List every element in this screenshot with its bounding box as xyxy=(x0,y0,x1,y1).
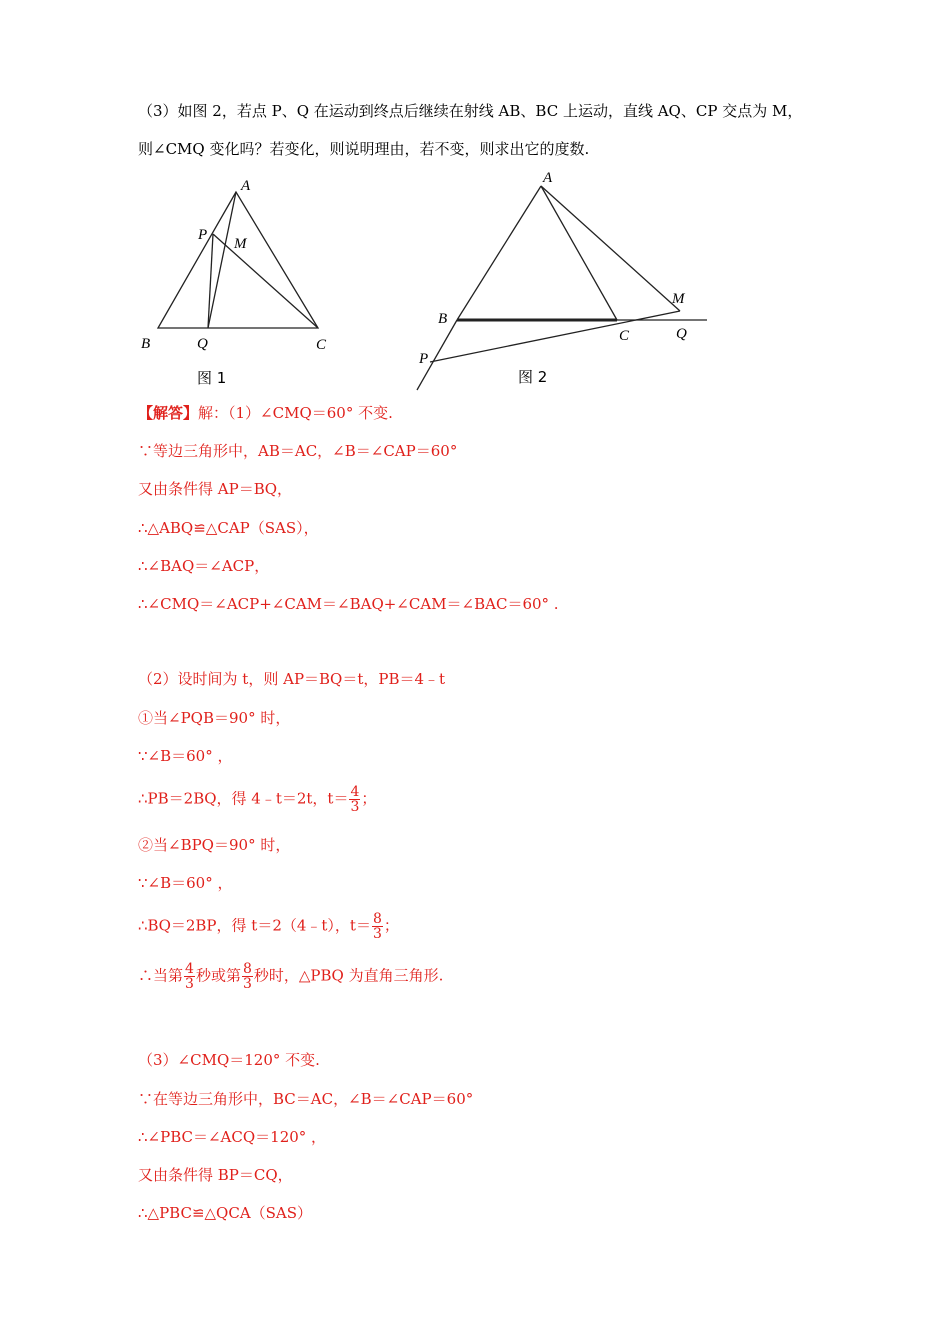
fig1-triangle-abc xyxy=(158,192,318,328)
part2-line-6: ∵∠B＝60° ， xyxy=(138,874,233,892)
fig1-label-m: M xyxy=(234,236,247,252)
fig2-label-p: P xyxy=(419,351,429,367)
part3-line-3: ∴∠PBC＝∠ACQ＝120° ， xyxy=(138,1128,327,1146)
fig2-caption: 图 2 xyxy=(518,368,548,386)
answer-line-5: ∴∠BAQ＝∠ACP， xyxy=(138,557,270,575)
part2-line-2: ①当∠PQB＝90° 时， xyxy=(138,709,291,727)
fig1-label-a: A xyxy=(241,178,251,194)
fraction-numerator: 8 xyxy=(242,961,252,977)
part2-line-8-c: 秒时，△PBQ 为直角三角形. xyxy=(253,966,444,985)
part2-line-7 xyxy=(138,912,399,941)
fig1-label-c: C xyxy=(316,337,327,353)
fig1-label-q: Q xyxy=(197,336,208,352)
part2-line-4-end: ； xyxy=(361,789,377,808)
fig2-label-a: A xyxy=(543,170,553,186)
figure-2 xyxy=(417,186,707,390)
answer-line-3: 又由条件得 AP＝BQ， xyxy=(138,480,293,498)
fig2-label-m: M xyxy=(672,291,685,307)
part3-line-2: ∵在等边三角形中，BC＝AC，∠B＝∠CAP＝60° xyxy=(138,1090,474,1108)
part3-line-1: （3）∠CMQ＝120° 不变. xyxy=(138,1051,320,1069)
fraction-eight-thirds xyxy=(372,912,383,941)
answer-line-2: ∵等边三角形中，AB＝AC，∠B＝∠CAP＝60° xyxy=(138,442,458,460)
fraction-denominator: 3 xyxy=(242,976,252,992)
fig1-label-b: B xyxy=(141,336,151,352)
fig1-caption: 图 1 xyxy=(197,369,227,387)
fraction-numerator: 4 xyxy=(185,961,194,977)
answer-line-6: ∴∠CMQ＝∠ACP+∠CAM＝∠BAQ+∠CAM＝∠BAC＝60° . xyxy=(138,595,559,613)
part3-line-4: 又由条件得 BP＝CQ， xyxy=(138,1166,293,1184)
answer-heading: 【解答】 xyxy=(138,404,199,422)
fraction-denominator: 3 xyxy=(350,799,360,815)
part2-line-1: （2）设时间为 t，则 AP＝BQ＝t，PB＝4﹣t xyxy=(138,670,446,688)
fraction-numerator: 8 xyxy=(372,911,382,927)
fraction-eight-thirds xyxy=(242,962,253,991)
fraction-four-thirds xyxy=(349,785,360,814)
part2-line-4-text: ∴PB＝2BQ，得 4﹣t＝2t，t＝ xyxy=(138,789,349,808)
fig2-label-c: C xyxy=(619,328,630,344)
part3-line-5: ∴△PBC≌△QCA（SAS） xyxy=(138,1204,313,1222)
part2-line-8-a: ∴当第 xyxy=(138,966,184,985)
fraction-denominator: 3 xyxy=(185,976,194,992)
fraction-four-thirds xyxy=(184,962,195,991)
answer-part1-title: 解：（1）∠CMQ＝60° 不变. xyxy=(198,404,393,422)
part2-line-4 xyxy=(138,785,376,814)
fig2-line-ac xyxy=(541,186,617,320)
question-line-1: （3）如图 2，若点 P、Q 在运动到终点后继续在射线 AB、BC 上运动，直线 AQ、CP 交点为 M， xyxy=(138,102,803,120)
fig2-line-am xyxy=(541,186,680,311)
answer-line-1 xyxy=(138,402,393,424)
fig2-label-q: Q xyxy=(676,326,687,342)
part2-line-8 xyxy=(138,962,443,991)
figure-1 xyxy=(158,192,318,328)
answer-line-4: ∴△ABQ≌△CAP（SAS）， xyxy=(138,519,319,537)
part2-line-8-b: 秒或第 xyxy=(195,966,241,985)
question-line-2: 则∠CMQ 变化吗？若变化，则说明理由，若不变，则求出它的度数. xyxy=(138,140,590,158)
part2-line-7-end: ； xyxy=(383,916,399,935)
part2-line-3: ∵∠B＝60° ， xyxy=(138,747,233,765)
fig2-line-ab xyxy=(457,186,541,320)
fraction-numerator: 4 xyxy=(350,784,360,800)
fig1-label-p: P xyxy=(198,227,208,243)
fig2-label-b: B xyxy=(438,311,448,327)
part2-line-5: ②当∠BPQ＝90° 时， xyxy=(138,836,291,854)
fraction-denominator: 3 xyxy=(372,926,382,942)
part2-line-7-text: ∴BQ＝2BP，得 t＝2（4﹣t），t＝ xyxy=(138,916,371,935)
fig1-line-pc xyxy=(213,234,318,328)
geometry-figures xyxy=(135,168,725,393)
